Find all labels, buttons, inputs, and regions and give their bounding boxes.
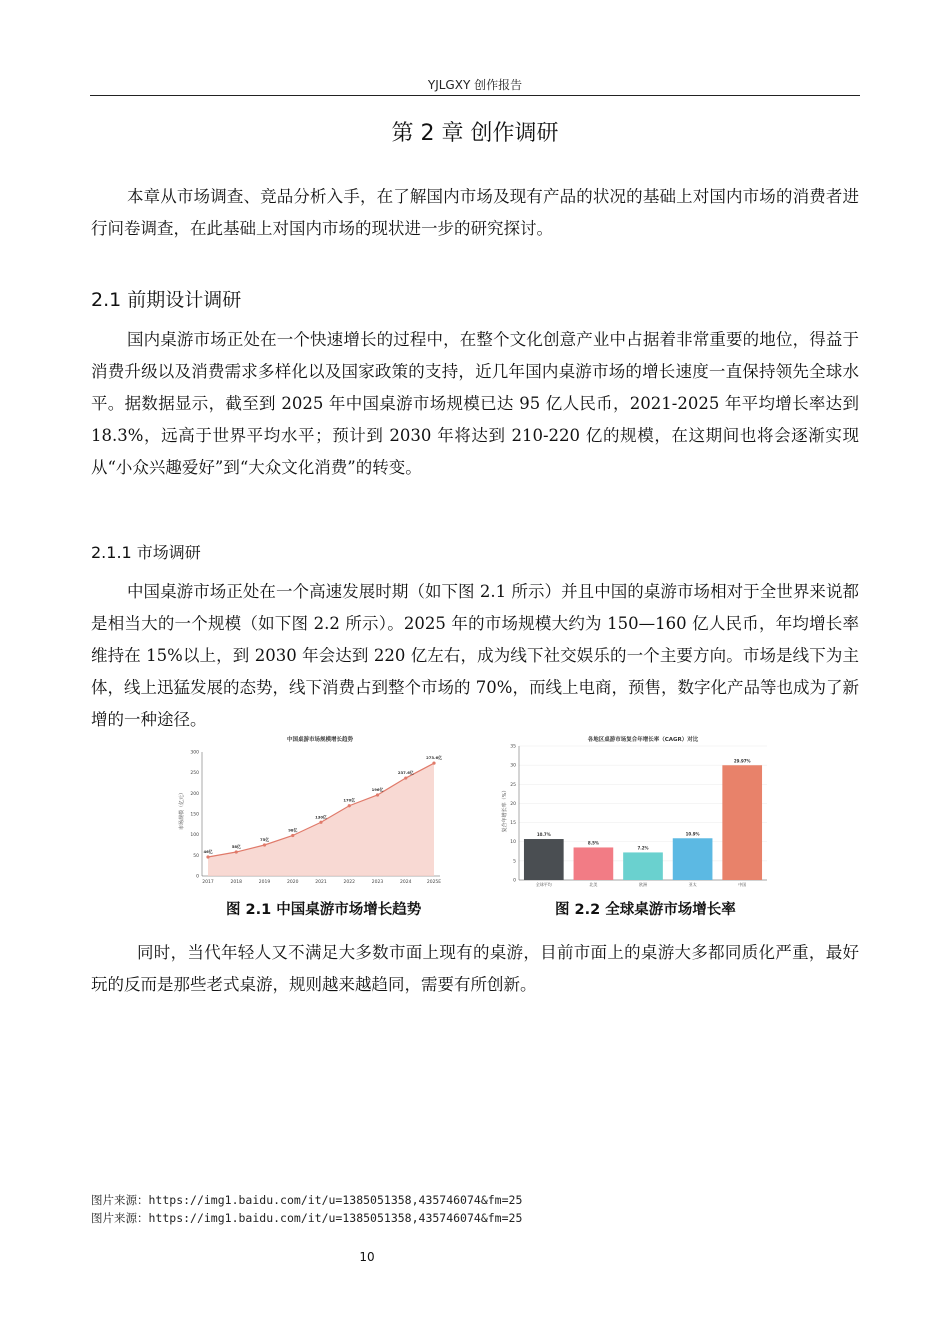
chart1-x-tick-label: 2024 [400,880,412,885]
chart2-y-tick-label: 5 [513,859,516,865]
chart1-x-tick-label: 2019 [258,880,271,885]
chart1-data-label: 58亿 [231,844,241,850]
intro-paragraph: 本章从市场调查、竞品分析入手，在了解国内市场及现有产品的状况的基础上对国内市场的消费者进行问卷调查，在此基础上对国内市场的现状进一步的研究探讨。 [91,187,859,238]
chart1-x-tick-label: 2023 [371,880,384,885]
image-source-note: 图片来源：https://img1.baidu.com/it/u=1385051358,435746074&fm=25 [91,1193,523,1207]
chart1-point [404,776,407,779]
chart1-data-label: 75亿 [259,837,270,842]
section-heading-2-1-1: 2.1.1 市场调研 [91,543,201,562]
running-header: YJLGXY 创作报告 [427,78,523,92]
chart-cagr-compare [497,732,773,890]
chart1-x-tick-label: 2018 [230,880,242,885]
chart1-y-tick-label: 50 [193,853,199,859]
chart2-data-label: 10.7% [536,832,551,838]
chart2-bar [722,765,762,880]
chart1-data-label: 170亿 [343,797,356,803]
chart2-data-label: 29.97% [733,758,751,764]
chart2-data-label: 10.9% [685,831,700,837]
chart1-x-tick-label: 2017 [202,880,214,885]
chart2-ylabel: 复合年增长率（%） [502,787,508,833]
chart1-point [235,850,238,853]
figure-2-2-caption: 图 2.2 全球桌游市场增长率 [555,902,736,918]
chart2-data-label: 8.5% [587,840,599,846]
section-2-1-paragraph: 国内桌游市场正处在一个快速增长的过程中，在整个文化创意产业中占据着非常重要的地位，得益于消费升级以及消费需求多样化以及国家政策的支持，近几年国内桌游市场的增长速度一直保持领先全球水平。据数据显示，截至到 2025 年中国桌游市场规模已达 95 亿人民币，2021-2025 年平均增长率达到 18.3%，远高于世界平均水平；预计到 2030 年将达到 210-220 亿的规模，在这期间也将会逐渐实现从“小众兴趣爱好”到“大众文化消费”的转变。 [91,330,859,477]
chart1-y-tick-label: 250 [190,771,199,777]
chart1-x-tick-label: 2020 [287,880,299,885]
chart2-y-tick-label: 10 [510,840,516,846]
chart2-bar [574,847,614,880]
chart1-data-label: 273.6亿 [426,755,442,761]
chart1-x-tick-label: 2021 [315,880,327,885]
image-source-note: 图片来源：https://img1.baidu.com/it/u=1385051358,435746074&fm=25 [91,1211,523,1225]
chart1-data-label: 98亿 [288,827,298,833]
chart1-title: 中国桌游市场规模增长趋势 [286,737,354,743]
chart2-y-tick-label: 25 [510,782,516,788]
chart1-ylabel: 市场规模（亿元） [179,789,185,831]
chart1-y-tick-label: 300 [190,750,199,756]
chart2-x-tick-label: 北美 [589,882,598,887]
chart1-point [432,762,435,765]
chart2-bar [673,838,713,880]
after-figures-paragraph: 同时，当代年轻人又不满足大多数市面上现有的桌游，目前市面上的桌游大多都同质化严重，最好玩的反而是那些老式桌游，规则越来越趋同，需要有所创新。 [91,943,859,994]
chart2-x-tick-label: 欧洲 [639,882,647,887]
chart2-bar [524,839,564,880]
chart2-y-tick-label: 20 [510,801,516,807]
chart1-point [263,843,266,846]
chart1-y-tick-label: 150 [190,812,199,818]
figure-2-1-caption: 图 2.1 中国桌游市场增长趋势 [226,902,422,918]
chart2-x-tick-label: 全球平均 [535,882,552,887]
chart1-x-tick-label: 2022 [343,880,355,885]
chapter-title: 第 2 章 创作调研 [391,121,559,146]
chart1-point [319,821,322,824]
chart2-data-label: 7.2% [637,845,649,851]
chart1-data-label: 46亿 [203,848,213,854]
chart1-point [376,793,379,796]
chart1-point [206,855,209,858]
section-2-1-1-paragraph: 中国桌游市场正处在一个高速发展时期（如下图 2.1 所示）并且中国的桌游市场相对于全世界来说都是相当大的一个规模（如下图 2.2 所示）。2025 年的市场规模大约为 150—160 亿人民币，年均增长率维持在 15%以上，到 2030 年会达到 220 亿左右，成为线下社交娱乐的一个主要方向。市场是线下为主体，线上迅猛发展的态势，线下消费占到整个市场的 70%，而线上电商，预售，数字化产品等也成为了新增的一种途径。 [91,582,859,729]
chart1-y-tick-label: 0 [196,874,199,880]
chart2-bar [623,852,663,880]
chart1-x-tick-label: 2025E [426,880,442,885]
chart2-y-tick-label: 0 [513,878,516,884]
chart1-area [208,763,434,876]
chart-growth-trend [172,732,450,890]
chart2-y-tick-label: 35 [510,744,516,750]
chart1-point [348,804,351,807]
chart2-x-tick-label: 中国 [738,882,747,887]
chart2-title: 各地区桌游市场复合年增长率（CAGR）对比 [587,737,699,743]
page-number: 10 [359,1250,375,1264]
chart1-y-tick-label: 100 [190,833,199,839]
chart1-point [291,834,294,837]
chart1-data-label: 237.6亿 [397,770,414,776]
chart2-y-tick-label: 15 [510,821,516,827]
chart2-x-tick-label: 亚太 [688,882,697,887]
chart1-y-tick-label: 200 [190,791,199,797]
chart1-data-label: 196亿 [371,786,384,792]
chart1-data-label: 130亿 [315,814,327,820]
header-rule [90,95,860,96]
chart2-y-tick-label: 30 [510,763,516,769]
section-heading-2-1: 2.1 前期设计调研 [91,289,242,311]
